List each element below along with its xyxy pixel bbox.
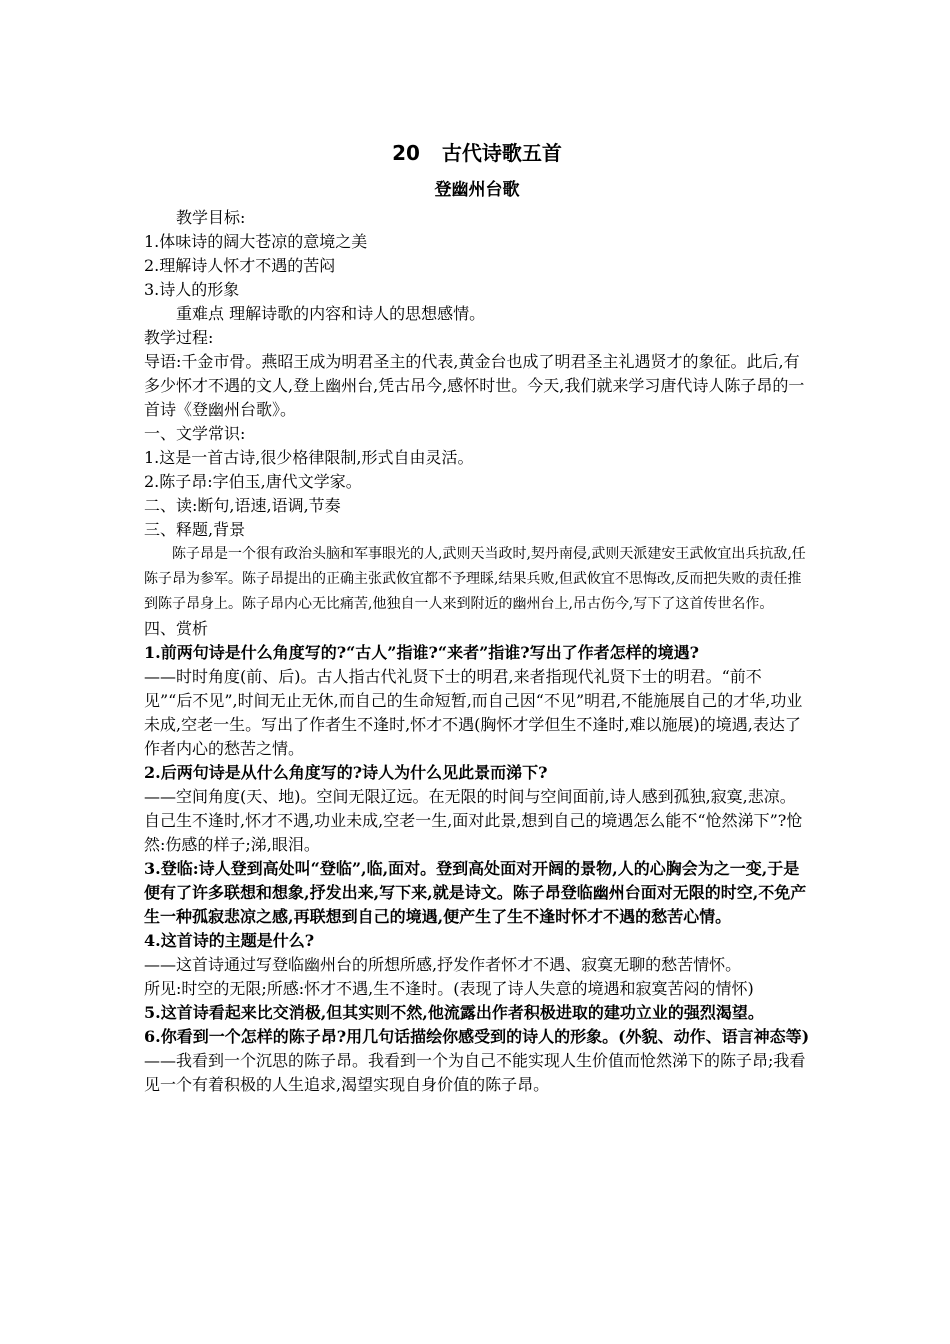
key-point: 重难点 理解诗歌的内容和诗人的思想感情。	[176, 304, 486, 323]
question-4: 4.这首诗的主题是什么?	[144, 931, 315, 950]
background-paragraph: 陈子昂是一个很有政治头脑和军事眼光的人,武则天当政时,契丹南侵,武则天派建安王武攸宜出兵抗敌,任陈子昂为参军。陈子昂提出的正确主张武攸宜都不予理睬,结果兵败,但武攸宜不思悔改,反而把失败的责任推到陈子昂身上。陈子昂内心无比痛苦,他独自一人来到附近的幽州台上,吊古伤今,写下了这首传世名作。	[144, 546, 806, 612]
goal-2: 2.理解诗人怀才不遇的苦闷	[144, 256, 336, 275]
goal-3: 3.诗人的形象	[144, 280, 240, 299]
question-2: 2.后两句诗是从什么角度写的?诗人为什么见此景而涕下?	[144, 763, 548, 782]
lesson-number: 20	[392, 141, 420, 165]
intro-paragraph: 导语:千金市骨。燕昭王成为明君圣主的代表,黄金台也成了明君圣主礼遇贤才的象征。此后,有多少怀才不遇的文人,登上幽州台,凭古吊今,感怀时世。今天,我们就来学习唐代诗人陈子昂的一首诗《登幽州台歌》。	[144, 352, 805, 419]
document-content	[144, 136, 810, 1097]
point-5: 5.这首诗看起来比交消极,但其实则不然,他流露出作者积极进取的建功立业的强烈渴望。	[144, 1003, 764, 1022]
lesson-title-text: 古代诗歌五首	[441, 141, 562, 165]
answer-4-detail: 所见:时空的无限;所感:怀才不遇,生不逢时。(表现了诗人失意的境遇和寂寞苦闷的情怀)	[144, 979, 754, 998]
goals-heading: 教学目标:	[176, 208, 246, 227]
section-heading-background: 三、释题,背景	[144, 520, 246, 539]
answer-1: ——时时角度(前、后)。古人指古代礼贤下士的明君,来者指现代礼贤下士的明君。“前不见”“后不见”,时间无止无休,而自己的生命短暂,而自己因“不见”明君,不能施展自己的才华,功业未成,空老一生。写出了作者生不逢时,怀才不遇(胸怀才学但生不逢时,难以施展)的境遇,表达了作者内心的愁苦之情。	[144, 667, 803, 758]
lesson-title	[144, 136, 810, 170]
answer-2: ——空间角度(天、地)。空间无限辽远。在无限的时间与空间面前,诗人感到孤独,寂寞,悲凉。自己生不逢时,怀才不遇,功业未成,空老一生,面对此景,想到自己的境遇怎么能不“怆然涕下”?怆然:伤感的样子;涕,眼泪。	[144, 787, 803, 854]
goal-1: 1.体味诗的阔大苍凉的意境之美	[144, 232, 368, 251]
question-1: 1.前两句诗是什么角度写的?“古人”指谁?“来者”指谁?写出了作者怎样的境遇?	[144, 643, 700, 662]
question-6: 6.你看到一个怎样的陈子昂?用几句话描绘你感受到的诗人的形象。(外貌、动作、语言神态等)	[144, 1027, 810, 1046]
point-3: 3.登临:诗人登到高处叫“登临”,临,面对。登到高处面对开阔的景物,人的心胸会为之一变,于是便有了许多联想和想象,抒发出来,写下来,就是诗文。陈子昂登临幽州台面对无限的时空,不免产生一种孤寂悲凉之感,再联想到自己的境遇,便产生了生不逢时怀才不遇的愁苦心情。	[144, 859, 807, 926]
answer-6: ——我看到一个沉思的陈子昂。我看到一个为自己不能实现人生价值而怆然涕下的陈子昂;我看见一个有着积极的人生追求,渴望实现自身价值的陈子昂。	[144, 1051, 806, 1094]
answer-4: ——这首诗通过写登临幽州台的所想所感,抒发作者怀才不遇、寂寞无聊的愁苦情怀。	[144, 955, 742, 974]
poem-title: 登幽州台歌	[434, 180, 520, 200]
literature-item-1: 1.这是一首古诗,很少格律限制,形式自由灵活。	[144, 448, 474, 467]
process-heading: 教学过程:	[144, 328, 214, 347]
section-heading-literature: 一、文学常识:	[144, 424, 246, 443]
literature-item-2: 2.陈子昂:字伯玉,唐代文学家。	[144, 472, 362, 491]
section-heading-reading: 二、读:断句,语速,语调,节奏	[144, 496, 341, 515]
section-heading-appreciation: 四、赏析	[144, 619, 209, 638]
